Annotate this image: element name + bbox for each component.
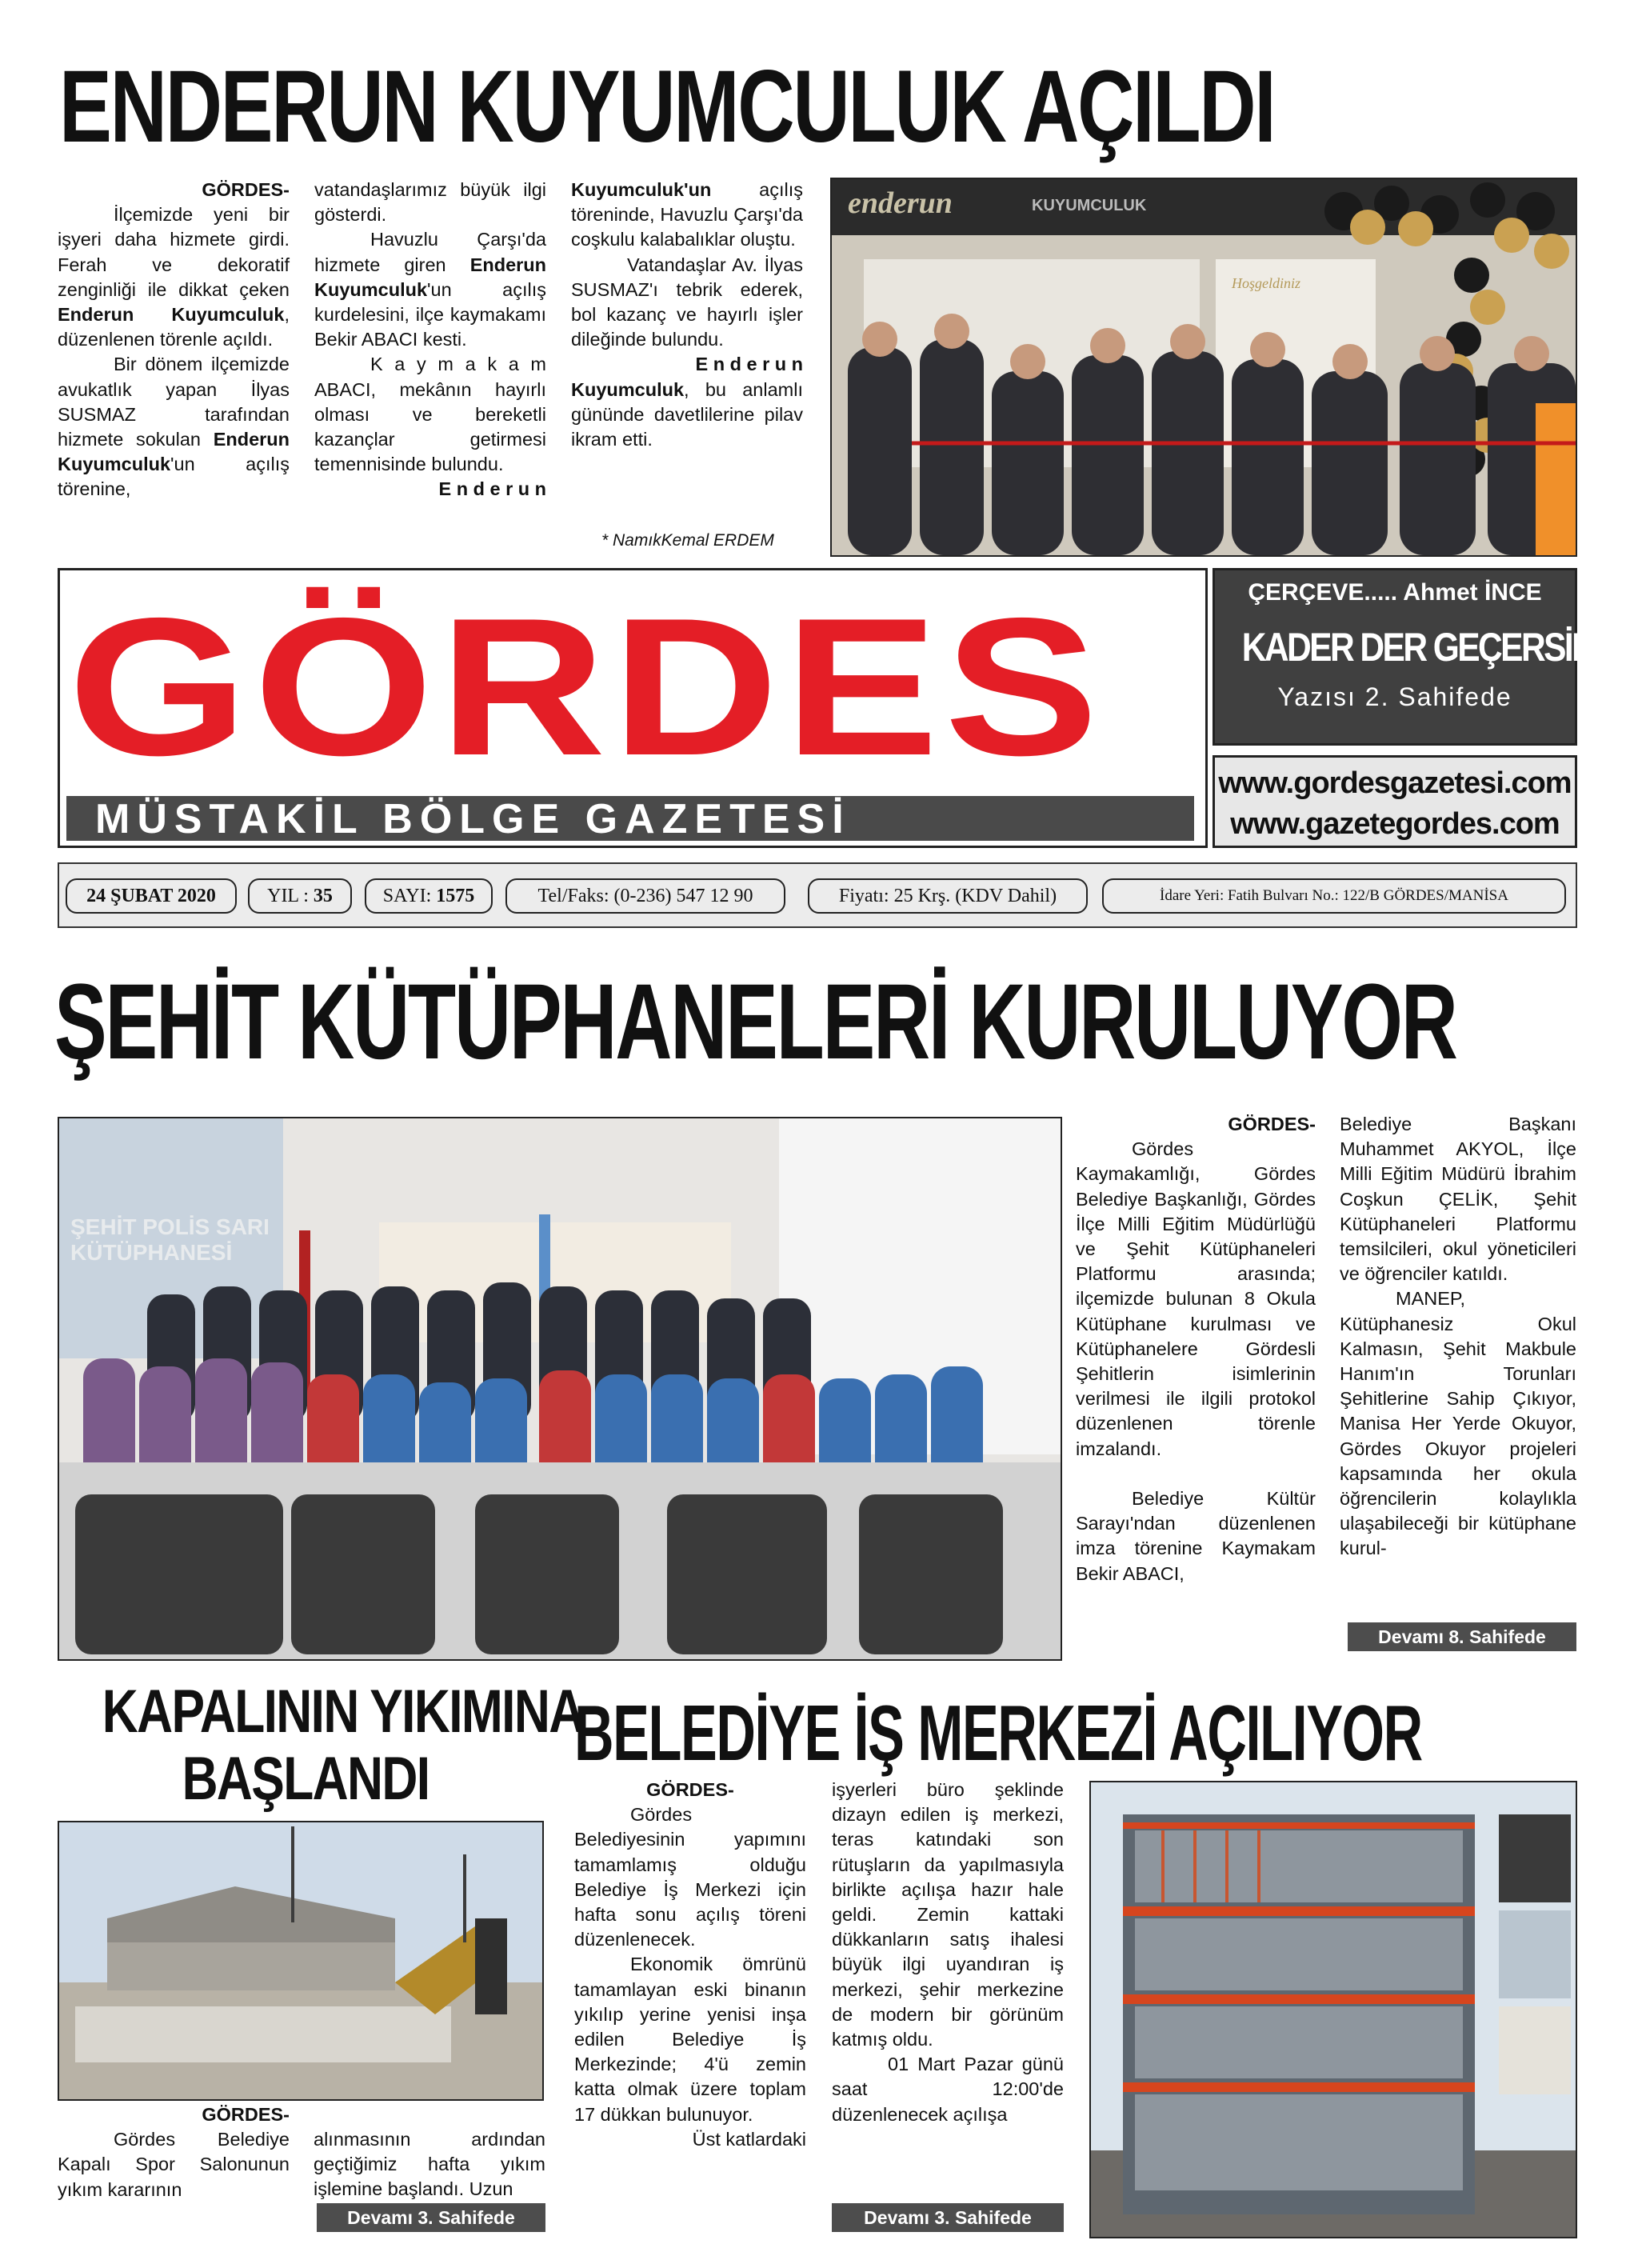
shop-sign-text2: KUYUMCULUK — [1032, 197, 1147, 214]
ceremony-illustration — [59, 1118, 1061, 1659]
masthead-subtitle: MÜSTAKİL BÖLGE GAZETESİ — [95, 796, 851, 842]
column-box-author: ÇERÇEVE..... Ahmet İNCE — [1248, 579, 1542, 606]
shop-opening-photo — [830, 178, 1577, 557]
shop-welcome-text: Hoşgeldiniz — [1232, 275, 1301, 291]
websites-box — [1213, 755, 1577, 848]
top-story-col3: Kuyumculuk'un açılış töreninde, Havuzlu Çarşı'da coşkulu kalabalıklar oluştu. Vatandaşlar Av. İlyas SUSMAZ'ı tebrik ederek, bol kazanç ve hayırlı işler dileğinde bulundu. E n d e r u n Kuyumculuk, bu anlamlı gününde davetlilerine pilav ikram etti. — [571, 179, 803, 450]
top-story-col2: vatandaşlarımız büyük ilgi gösterdi. Havuzlu Çarşı'da hizmete giren Enderun Kuyumculuk'un açılış kurdelesini, ilçe kaymakamı Bekir ABACI kesti. K a y m a k a m ABACI, mekânın hayırlı olması ve bereketli kazançlar getirmesi temennisinde bulundu. E n d e r u n — [314, 179, 546, 500]
story2-col1: GÖRDES- Gördes Kaymakamlığı, Gördes Belediye Başkanlığı, Gördes İlçe Milli Eğitim Müdürlüğü ve Şehit Kütüphaneleri Platformu arasında; ilçemizde bulunan 8 Okula Kütüphane kurulması ve Kütüphanelere Gördesli Şehitlerin isimlerinin verilmesi ile ilgili protokol düzenlenen törenle imzalandı. Belediye Kültür Sarayı'ndan düzenlenen imza törenine Kaymakam Bekir ABACI, — [1076, 1114, 1316, 1584]
issue-year: YIL : 35 — [248, 878, 352, 914]
business-center-illustration — [1091, 1782, 1576, 2237]
column-box-note: Yazısı 2. Sahifede — [1277, 682, 1512, 711]
story4-col1: GÖRDES- Gördes Belediyesinin yapımını tamamlamış olduğu Belediye İş Merkezi için hafta sonu açılış töreni düzenlenecek. Ekonomik ömrünü tamamlayan eski binanın yıkılıp yerine yenisi inşa edilen Belediye İş Merkezinde; 4'ü zemin katta olmak üzere toplam 17 dükkan bulunuyor. Üst katlardaki — [574, 1779, 806, 2150]
masthead-logo-box — [58, 568, 1208, 848]
business-center-photo — [1089, 1781, 1577, 2238]
column-box — [1213, 568, 1623, 746]
story3-col1: GÖRDES- Gördes Belediye Kapalı Spor Salonunun yıkım kararının — [58, 2104, 290, 2200]
website-2[interactable]: www.gazetegordes.com — [1230, 807, 1560, 841]
demolition-illustration — [59, 1822, 542, 2099]
price: Fiyatı: 25 Krş. (KDV Dahil) — [808, 878, 1088, 914]
story4-headline: BELEDİYE İŞ MERKEZİ AÇILIYOR — [574, 1689, 1422, 1777]
shop-opening-illustration — [832, 179, 1576, 555]
top-headline: ENDERUN KUYUMCULUK AÇILDI — [59, 50, 1275, 164]
issue-number: SAYI: 1575 — [365, 878, 493, 914]
story3-headline: KAPALININ YIKIMINA BAŞLANDI — [102, 1678, 584, 1813]
story3-col2: alınmasının ardından geçtiğimiz hafta yıkım işlemine başlandı. Uzun — [314, 2129, 545, 2200]
website-1[interactable]: www.gordesgazetesi.com — [1218, 766, 1572, 800]
masthead-logo: GÖRDES — [68, 577, 1105, 796]
issue-date: 24 ŞUBAT 2020 — [66, 878, 237, 914]
column-box-title: KADER DER GEÇERSİN!!! — [1241, 625, 1623, 670]
story3-continued[interactable]: Devamı 3. Sahifede — [317, 2203, 545, 2232]
library-ceremony-photo — [58, 1117, 1062, 1661]
masthead-subtitle-bar — [66, 796, 1194, 841]
story2-headline: ŞEHİT KÜTÜPHANELERİ KURULUYOR — [54, 962, 1456, 1082]
shop-sign-text: enderun — [848, 186, 953, 220]
address: İdare Yeri: Fatih Bulvarı No.: 122/B GÖRDES/MANİSA — [1102, 878, 1566, 914]
library-banner-text: ŞEHİT POLİS SARI KÜTÜPHANESİ — [70, 1214, 270, 1265]
phone-fax: Tel/Faks: (0-236) 547 12 90 — [505, 878, 785, 914]
story2-col2: Belediye Başkanı Muhammet AKYOL, İlçe Milli Eğitim Müdürü İbrahim Coşkun ÇELİK, Şehit Kütüphaneleri Platformu temsilcileri, okul yöneticileri ve öğrenciler katıldı. MANEP, Kütüphanesiz Okul Kalmasın, Şehit Makbule Hanım'ın Torunları Şehitlerine Sahip Çıkıyor, Manisa Her Yerde Okuyor, Gördes Okuyor projeleri kapsamında her okula öğrencilerin kolaylıkla ulaşabileceği bir kütüphane kurul- — [1340, 1114, 1576, 1559]
story4-continued[interactable]: Devamı 3. Sahifede — [832, 2203, 1064, 2232]
demolition-photo — [58, 1821, 544, 2101]
photo-credit: * NamıkKemal ERDEM — [601, 531, 774, 550]
top-story-col1: GÖRDES- İlçemizde yeni bir işyeri daha hizmete girdi. Ferah ve dekoratif zenginliği ile dikkat çeken Enderun Kuyumculuk, düzenlenen törenle açıldı. Bir dönem ilçemizde avukatlık yapan İlyas SUSMAZ tarafından hizmete sokulan Enderun Kuyumculuk'un açılış törenine, — [58, 179, 290, 500]
story4-col2: işyerleri büro şeklinde dizayn edilen iş merkezi, teras katındaki son rütuşların da yapılmasıyla birlikte açılışa hazır hale geldi. Zemin kattaki dükkanların satış ihalesi büyük ilgi uyandıran iş merkezi, şehir merkezine de modern bir görünüm katmış oldu. 01 Mart Pazar günü saat 12:00'de düzenlenecek açılışa — [832, 1779, 1064, 2125]
story2-continued[interactable]: Devamı 8. Sahifede — [1348, 1622, 1576, 1651]
